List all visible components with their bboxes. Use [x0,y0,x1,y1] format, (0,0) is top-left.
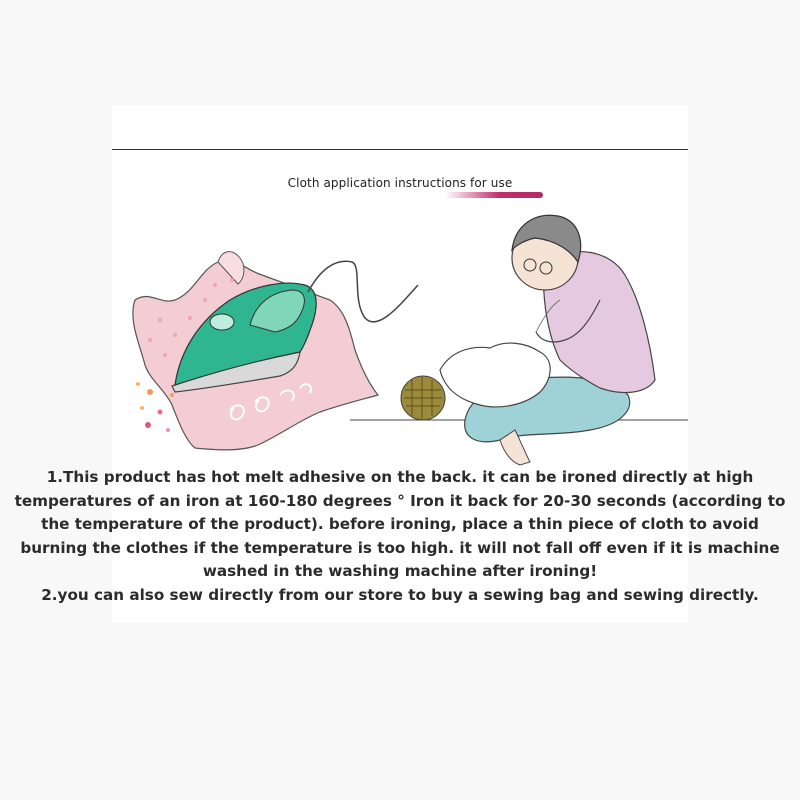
fabric-bundle [440,343,550,407]
instruction-2: 2.you can also sew directly from our store to buy a sewing bag and sewing directly. [41,585,759,604]
instruction-1: 1.This product has hot melt adhesive on the back. it can be ironed directly at high temperatures of an iron at 160-180 degrees ° Iron it back for 20-30 seconds (according to the temperature of the product). before ironing, place a thin piece of cloth to avoid burning the clothes if the temperature is too high. it will not fall off even if it is machine washed in the washing machine after ironing! [14,468,786,580]
instructions-text [14,466,786,607]
iron-dial [210,314,234,330]
instructions-heading: Cloth application instructions for use [287,176,513,190]
sewing-illustration [350,215,688,465]
